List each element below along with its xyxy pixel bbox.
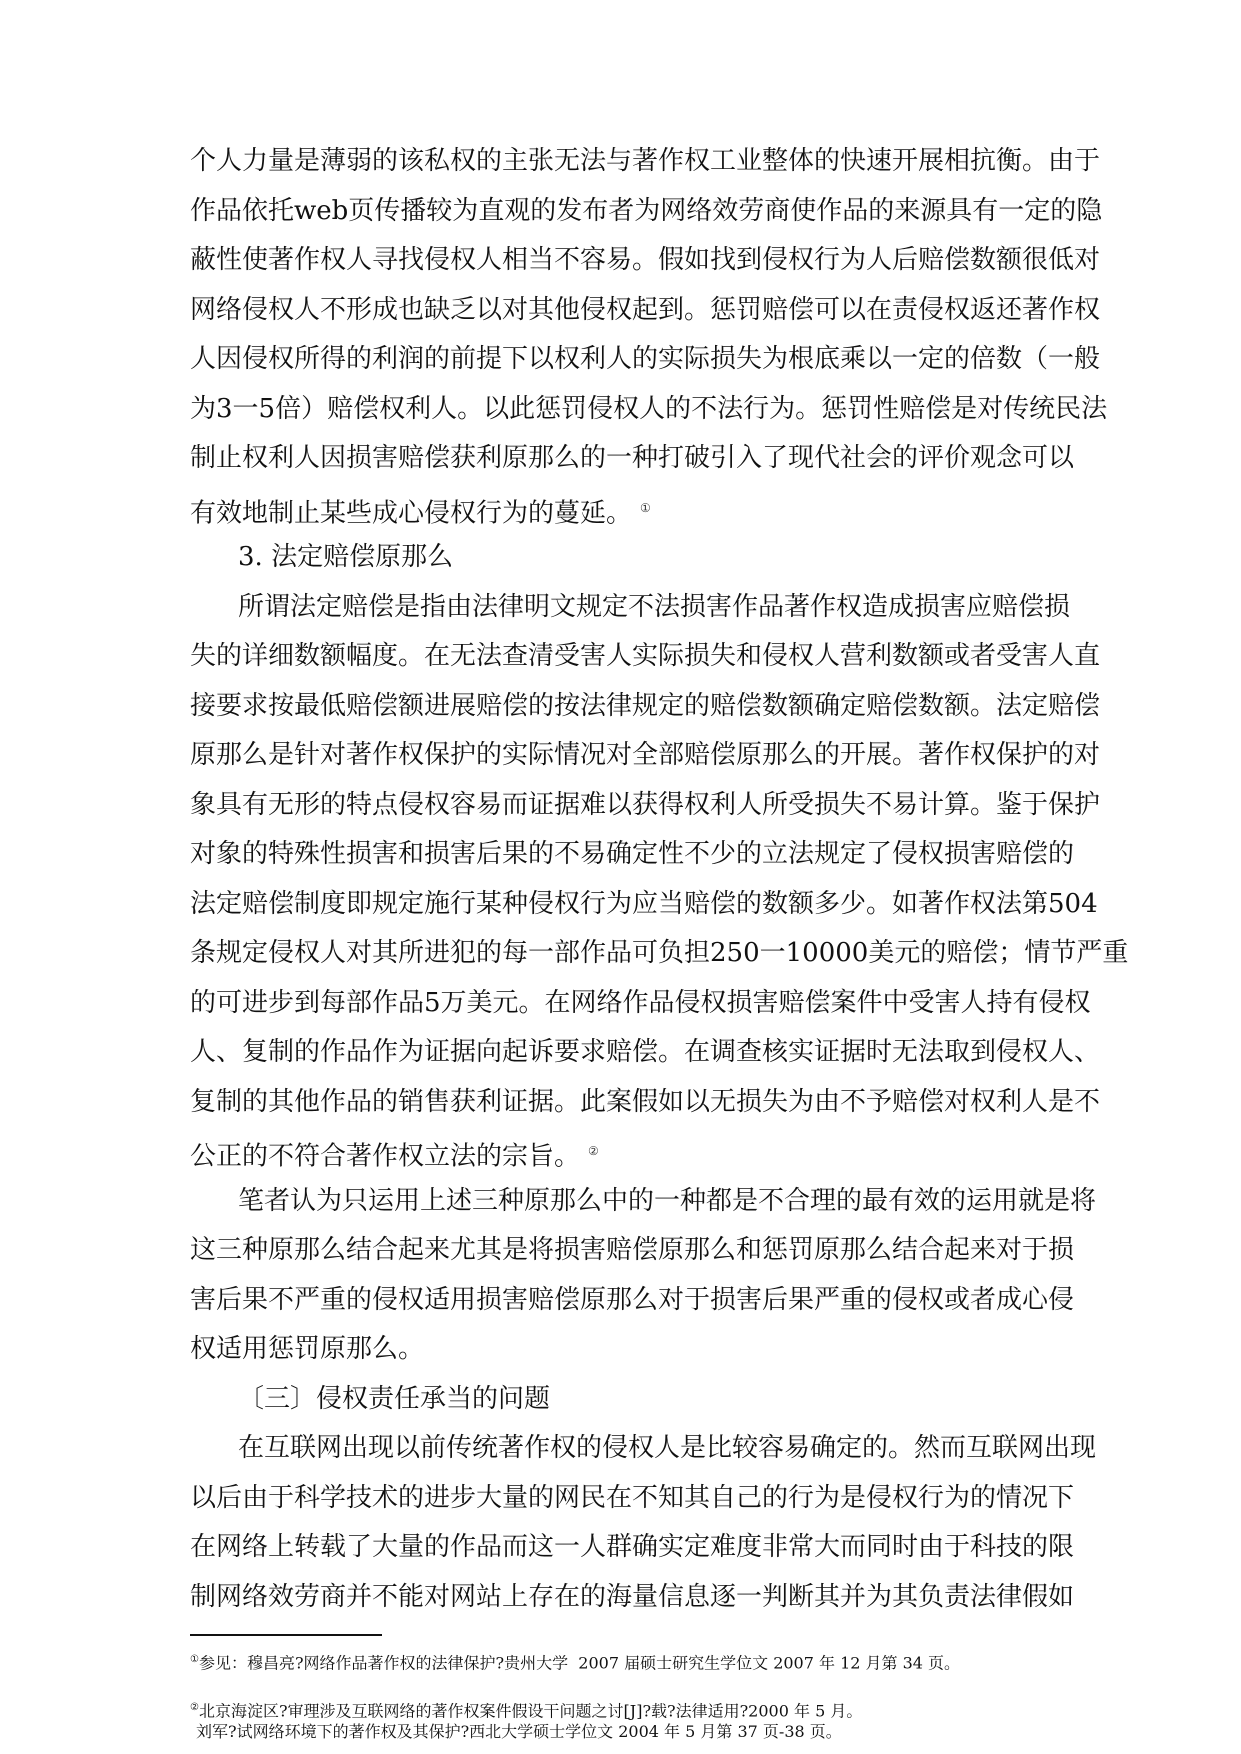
body-line: 的可进步到每部作品5万美元。在网络作品侵权损害赔偿案件中受害人持有侵权 xyxy=(190,988,1091,1018)
body-line: 人、复制的作品作为证据向起诉要求赔偿。在调查核实证据时无法取到侵权人、 xyxy=(190,1037,1101,1067)
section-heading: 〔三〕侵权责任承当的问题 xyxy=(238,1384,551,1414)
body-line: 作品依托web页传播较为直观的发布者为网络效劳商使作品的来源具有一定的隐 xyxy=(190,196,1103,226)
footnote-text: 参见：穆昌亮?网络作品著作权的法律保护?贵州大学 2007 届硕士研究生学位文 2007 年 12 月第 34 页。 xyxy=(198,1653,961,1673)
body-line: 在网络上转载了大量的作品而这一人群确实定难度非常大而同时由于科技的限 xyxy=(190,1532,1075,1562)
body-line: 法定赔偿制度即规定施行某种侵权行为应当赔偿的数额多少。如著作权法第504 xyxy=(190,889,1098,919)
body-line: 所谓法定赔偿是指由法律明文规定不法损害作品著作权造成损害应赔偿损 xyxy=(238,592,1071,622)
body-line-text: 有效地制止某些成心侵权行为的蔓延。 xyxy=(190,498,633,529)
body-line: 在互联网出现以前传统著作权的侵权人是比较容易确定的。然而互联网出现 xyxy=(238,1433,1097,1463)
footnote-text: 北京海淀区?审理涉及互联网络的著作权案件假设干问题之讨[J]?载?法律适用?2000 年 5 月。 xyxy=(198,1701,863,1721)
body-line: 复制的其他作品的销售获利证据。此案假如以无损失为由不予赔偿对权利人是不 xyxy=(190,1087,1101,1117)
footnote-2-continued: 刘军?试网络环境下的著作权及其保护?西北大学硕士学位文 2004 年 5 月第 37 页-38 页。 xyxy=(196,1722,842,1741)
footnote-ref-2: ② xyxy=(588,1144,599,1158)
footnote-divider xyxy=(190,1634,382,1636)
body-line: 人因侵权所得的利润的前提下以权利人的实际损失为根底乘以一定的倍数（一般 xyxy=(190,344,1101,374)
body-line: 对象的特殊性损害和损害后果的不易确定性不少的立法规定了侵权损害赔偿的 xyxy=(190,839,1075,869)
body-line: 网络侵权人不形成也缺乏以对其他侵权起到。惩罚赔偿可以在责侵权返还著作权 xyxy=(190,295,1101,325)
body-line xyxy=(190,489,1241,533)
footnote-2 xyxy=(190,1697,862,1722)
body-line: 以后由于科学技术的进步大量的网民在不知其自己的行为是侵权行为的情况下 xyxy=(190,1483,1075,1513)
body-line: 接要求按最低赔偿额进展赔偿的按法律规定的赔偿数额确定赔偿数额。法定赔偿 xyxy=(190,691,1101,721)
body-line: 失的详细数额幅度。在无法查清受害人实际损失和侵权人营利数额或者受害人直 xyxy=(190,641,1101,671)
footnote-ref-1: ① xyxy=(640,501,651,515)
body-line xyxy=(190,1132,1241,1176)
body-line: 个人力量是薄弱的该私权的主张无法与著作权工业整体的快速开展相抗衡。由于 xyxy=(190,146,1101,176)
footnote-mark: ① xyxy=(190,1654,199,1665)
footnote-1 xyxy=(190,1649,960,1674)
body-line: 象具有无形的特点侵权容易而证据难以获得权利人所受损失不易计算。鉴于保护 xyxy=(190,790,1101,820)
body-line: 条规定侵权人对其所进犯的每一部作品可负担250一10000美元的赔偿；情节严重 xyxy=(190,938,1129,968)
body-line: 权适用惩罚原那么。 xyxy=(190,1334,425,1364)
body-line: 这三种原那么结合起来尤其是将损害赔偿原那么和惩罚原那么结合起来对于损 xyxy=(190,1235,1075,1265)
body-line: 制止权利人因损害赔偿获利原那么的一种打破引入了现代社会的评价观念可以 xyxy=(190,443,1075,473)
section-heading: 3. 法定赔偿原那么 xyxy=(238,542,454,572)
body-line: 害后果不严重的侵权适用损害赔偿原那么对于损害后果严重的侵权或者成心侵 xyxy=(190,1285,1075,1315)
body-line: 原那么是针对著作权保护的实际情况对全部赔偿原那么的开展。著作权保护的对 xyxy=(190,740,1101,770)
footnote-mark: ② xyxy=(190,1702,199,1713)
body-line-text: 公正的不符合著作权立法的宗旨。 xyxy=(190,1141,581,1172)
body-line: 为3一5倍）赔偿权利人。以此惩罚侵权人的不法行为。惩罚性赔偿是对传统民法 xyxy=(190,394,1108,424)
body-line: 笔者认为只运用上述三种原那么中的一种都是不合理的最有效的运用就是将 xyxy=(238,1186,1097,1216)
body-line: 蔽性使著作权人寻找侵权人相当不容易。假如找到侵权行为人后赔偿数额很低对 xyxy=(190,245,1101,275)
body-line: 制网络效劳商并不能对网站上存在的海量信息逐一判断其并为其负责法律假如 xyxy=(190,1582,1075,1612)
